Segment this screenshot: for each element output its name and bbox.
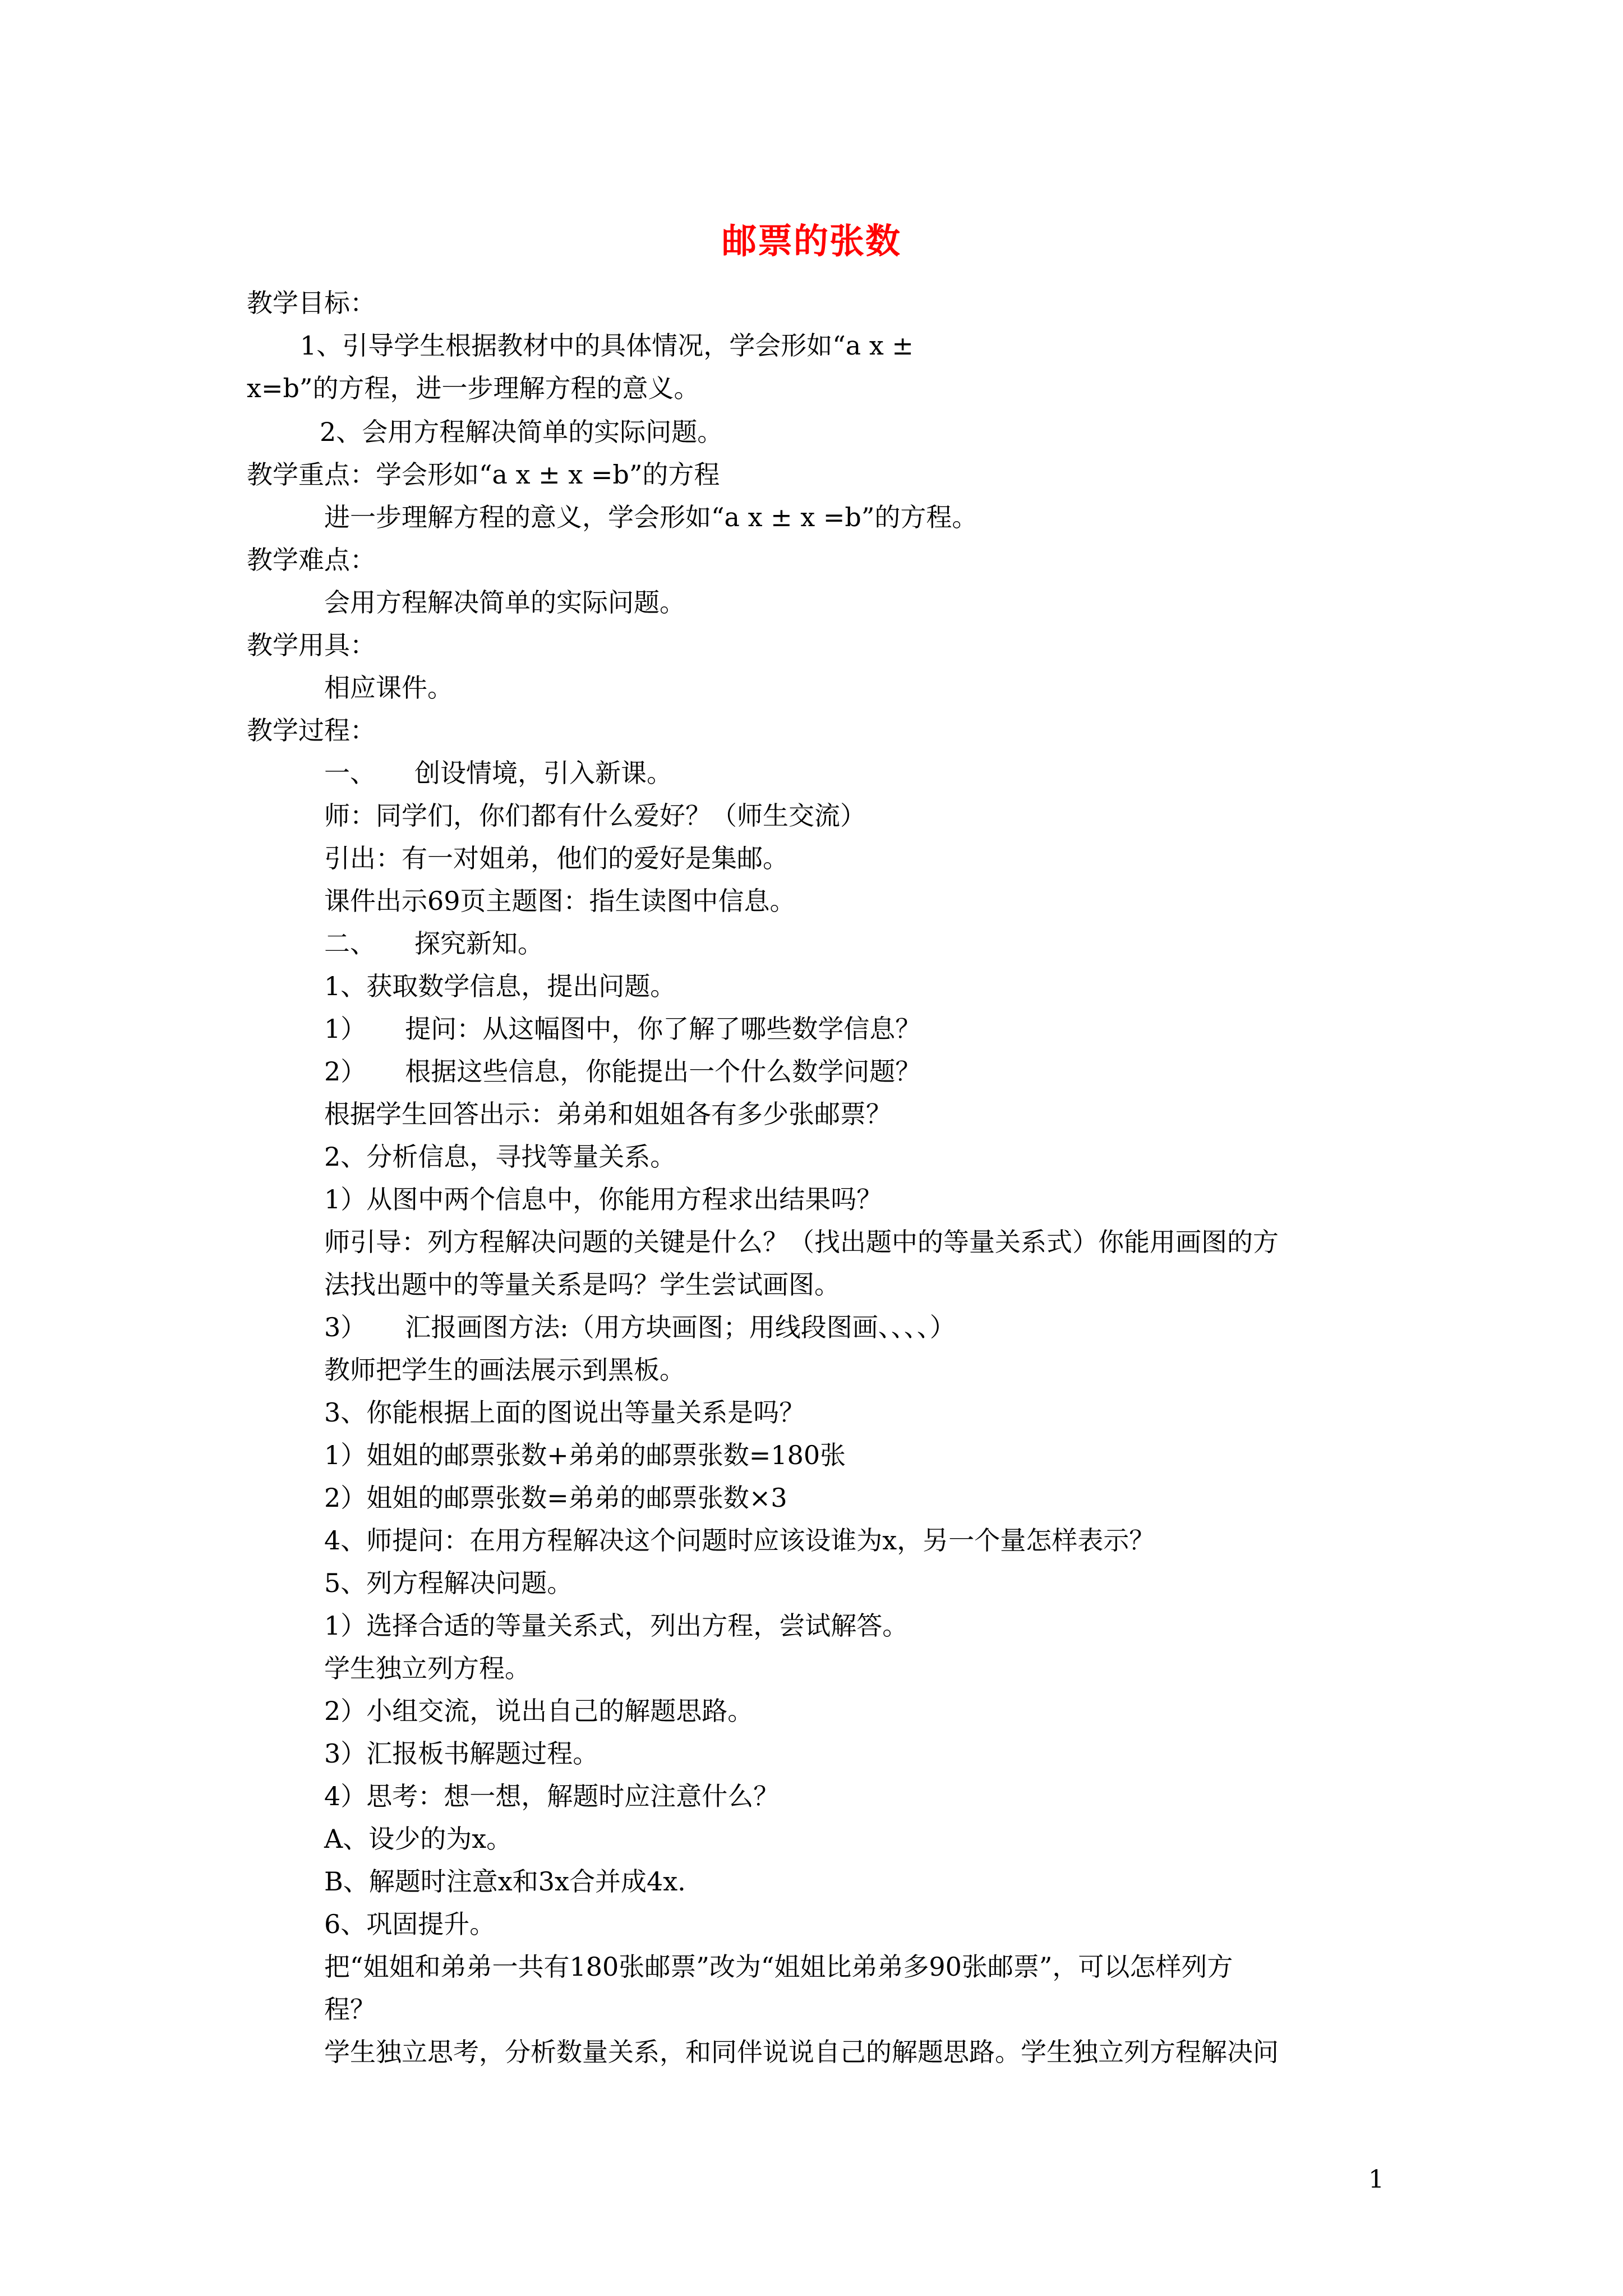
text-line: 教学用具： bbox=[247, 630, 376, 660]
text-line: 师引导：列方程解决问题的关键是什么？（找出题中的等量关系式）你能用画图的方 bbox=[324, 1227, 1279, 1257]
text-line: 课件出示69页主题图：指生读图中信息。 bbox=[324, 886, 796, 916]
text-line: 2、会用方程解决简单的实际问题。 bbox=[320, 417, 723, 447]
text-line: 4）思考：想一想，解题时应注意什么？ bbox=[324, 1781, 780, 1811]
text-line: 学生独立思考，分析数量关系，和同伴说说自己的解题思路。学生独立列方程解决问 bbox=[324, 2037, 1279, 2067]
text-line: 二、 探究新知。 bbox=[324, 928, 543, 959]
text-line: 2、分析信息，寻找等量关系。 bbox=[324, 1142, 676, 1172]
text-line: 法找出题中的等量关系是吗？学生尝试画图。 bbox=[324, 1269, 840, 1300]
text-line: 师：同学们，你们都有什么爱好？（师生交流） bbox=[324, 800, 866, 831]
text-line: 根据学生回答出示：弟弟和姐姐各有多少张邮票？ bbox=[324, 1099, 892, 1129]
text-line: 引出：有一对姐弟，他们的爱好是集邮。 bbox=[324, 843, 789, 873]
text-line: 程？ bbox=[324, 1994, 376, 2024]
document-title: 邮票的张数 bbox=[721, 220, 901, 261]
text-line: 教学目标： bbox=[247, 288, 376, 318]
text-line: 1、获取数学信息，提出问题。 bbox=[324, 971, 676, 1001]
page-number: 1 bbox=[1368, 2165, 1384, 2194]
text-line: 1）从图中两个信息中，你能用方程求出结果吗？ bbox=[324, 1184, 883, 1214]
text-line: 3、你能根据上面的图说出等量关系是吗？ bbox=[324, 1397, 805, 1428]
text-line: 2）姐姐的邮票张数=弟弟的邮票张数×3 bbox=[324, 1483, 787, 1513]
text-line: 5、列方程解决问题。 bbox=[324, 1568, 573, 1598]
text-line: 1）姐姐的邮票张数+弟弟的邮票张数=180张 bbox=[324, 1440, 846, 1470]
text-line: 相应课件。 bbox=[324, 673, 453, 703]
text-line: 6、巩固提升。 bbox=[324, 1909, 496, 1939]
text-line: 2） 根据这些信息，你能提出一个什么数学问题？ bbox=[324, 1056, 921, 1087]
text-line: 进一步理解方程的意义，学会形如“a x ± x =b”的方程。 bbox=[324, 502, 978, 532]
text-line: 教师把学生的画法展示到黑板。 bbox=[324, 1355, 685, 1385]
text-line: 1、引导学生根据教材中的具体情况，学会形如“a x ± bbox=[300, 330, 914, 361]
text-line: 3） 汇报画图方法:（用方块画图；用线段图画、、、、） bbox=[324, 1312, 956, 1342]
text-line: 教学重点：学会形如“a x ± x =b”的方程 bbox=[247, 459, 720, 490]
text-line: 4、师提问：在用方程解决这个问题时应该设谁为x，另一个量怎样表示？ bbox=[324, 1525, 1155, 1556]
text-line: 3）汇报板书解题过程。 bbox=[324, 1738, 599, 1769]
text-line: 把“姐姐和弟弟一共有180张邮票”改为“姐姐比弟弟多90张邮票”，可以怎样列方 bbox=[324, 1952, 1233, 1982]
text-line: x=b”的方程，进一步理解方程的意义。 bbox=[247, 373, 700, 403]
text-line: A、设少的为x。 bbox=[324, 1824, 513, 1854]
text-line: 教学难点： bbox=[247, 545, 376, 575]
text-line: 学生独立列方程。 bbox=[324, 1653, 531, 1683]
text-line: 2）小组交流，说出自己的解题思路。 bbox=[324, 1696, 754, 1726]
text-line: B、解题时注意x和3x合并成4x. bbox=[324, 1866, 686, 1897]
text-line: 教学过程： bbox=[247, 715, 376, 746]
text-line: 一、 创设情境，引入新课。 bbox=[324, 758, 672, 788]
text-line: 会用方程解决简单的实际问题。 bbox=[324, 587, 685, 618]
text-line: 1） 提问：从这幅图中，你了解了哪些数学信息？ bbox=[324, 1014, 921, 1044]
text-line: 1）选择合适的等量关系式，列出方程，尝试解答。 bbox=[324, 1611, 909, 1641]
